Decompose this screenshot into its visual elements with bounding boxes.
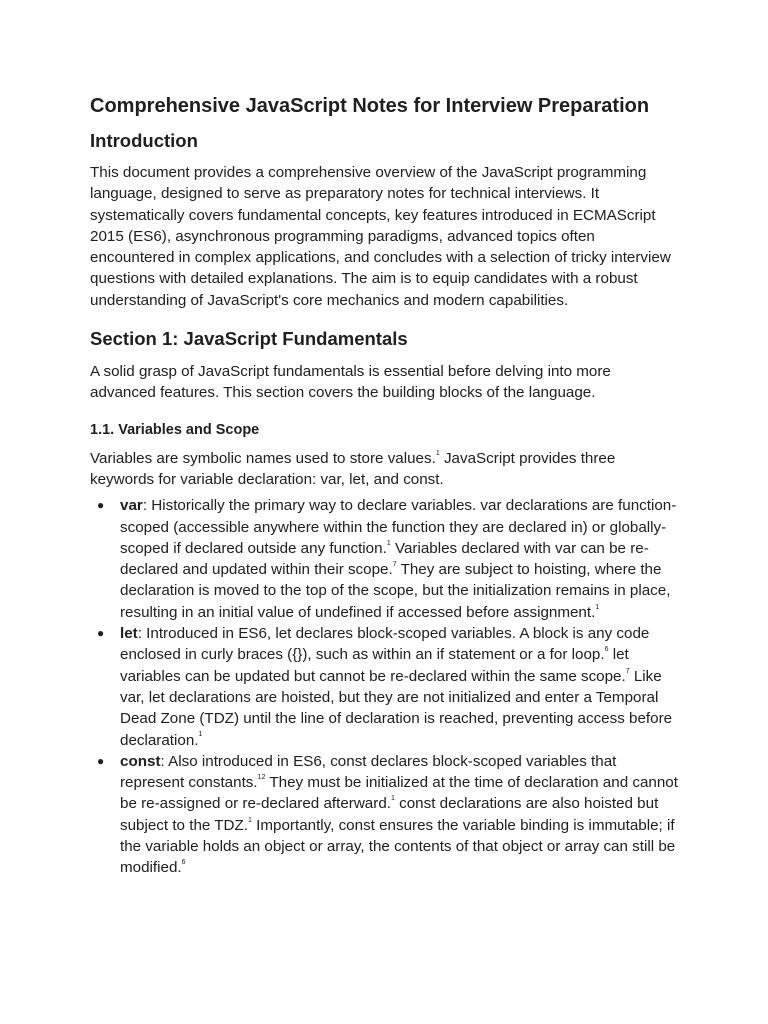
footnote-ref[interactable]: 1 <box>435 449 440 457</box>
item-text: Like var, let declarations are hoisted, but they are not initialized and enter a Temporal Dead Zone (TDZ) until the line of declaration is reached, preventing access before declaration. <box>120 667 673 749</box>
item-text: Variables declared with var can be re-declared and updated within their scope. <box>120 539 649 579</box>
term-const: const <box>120 752 161 770</box>
bullet-icon: ● <box>97 753 105 768</box>
introduction-paragraph: This document provides a comprehensive overview of the JavaScript programming language, designed to serve as preparatory notes for technical interviews. It systematically covers fundamental concepts, key features introduced in ECMAScript 2015 (ES6), asynchronous programming paradigms, advanced topics often encountered in complex applications, and concludes with a selection of tricky interview questions with detailed explanations. The aim is to equip candidates with a robust understanding of JavaScript's core mechanics and modern capabilities. <box>90 164 671 309</box>
section-1-paragraph: A solid grasp of JavaScript fundamentals is essential before delving into more advanced features. This section covers the building blocks of the language. <box>90 363 611 402</box>
paragraph-text: JavaScript provides three keywords for variable declaration: var, let, and const. <box>90 449 616 488</box>
term-var: var <box>120 497 143 515</box>
footnote-ref[interactable]: 6 <box>604 646 609 654</box>
item-text: : Historically the primary way to declare variables. var declarations are function-scoped (accessible anywhere within the function they are declared in) or globally-scoped if declared outside any function. <box>120 497 677 557</box>
footnote-ref[interactable]: 7 <box>625 667 630 675</box>
declaration-keyword-list <box>90 495 680 878</box>
footnote-ref[interactable]: 1 <box>198 731 203 739</box>
section-1-heading: Section 1: JavaScript Fundamentals <box>90 328 408 350</box>
footnote-ref[interactable]: 12 <box>257 774 266 782</box>
item-text: They are subject to hoisting, where the declaration is moved to the top of the scope, but the initialization remains in place, resulting in an initial value of undefined if accessed before assignment. <box>120 561 671 621</box>
paragraph-text: Variables are symbolic names used to store values. <box>90 449 436 467</box>
bullet-icon: ● <box>97 626 105 641</box>
footnote-ref[interactable]: 1 <box>386 539 391 547</box>
footnote-ref[interactable]: 1 <box>390 795 395 803</box>
document-content <box>90 93 680 879</box>
list-item-let <box>90 623 680 751</box>
item-text: Importantly, const ensures the variable binding is immutable; if the variable holds an object or array, the contents of that object or array can still be modified. <box>120 816 676 877</box>
list-item-var <box>90 495 680 623</box>
bullet-icon: ● <box>97 498 105 513</box>
subsection-1-1-paragraph <box>90 448 680 491</box>
item-text: They must be initialized at the time of declaration and cannot be re-assigned or re-declared afterward. <box>120 774 678 813</box>
footnote-ref[interactable]: 1 <box>248 816 252 824</box>
subsection-1-1-heading: 1.1. Variables and Scope <box>90 421 260 438</box>
list-item-const <box>90 751 680 879</box>
footnote-ref[interactable]: 7 <box>392 561 397 569</box>
document-title: Comprehensive JavaScript Notes for Interview Preparation <box>90 95 650 117</box>
term-let: let <box>120 625 138 643</box>
item-text: const declarations are also hoisted but subject to the TDZ. <box>120 795 659 834</box>
footnote-ref[interactable]: 1 <box>595 603 600 611</box>
item-text: : Also introduced in ES6, const declares block-scoped variables that represent constants. <box>120 752 617 792</box>
item-text: : Introduced in ES6, let declares block-scoped variables. A block is any code enclosed in curly braces ({}), such as within an if statement or a for loop. <box>120 625 650 664</box>
footnote-ref[interactable]: 6 <box>181 859 186 867</box>
item-text: let variables can be updated but cannot be re-declared within the same scope. <box>120 646 629 685</box>
introduction-heading: Introduction <box>90 130 198 151</box>
